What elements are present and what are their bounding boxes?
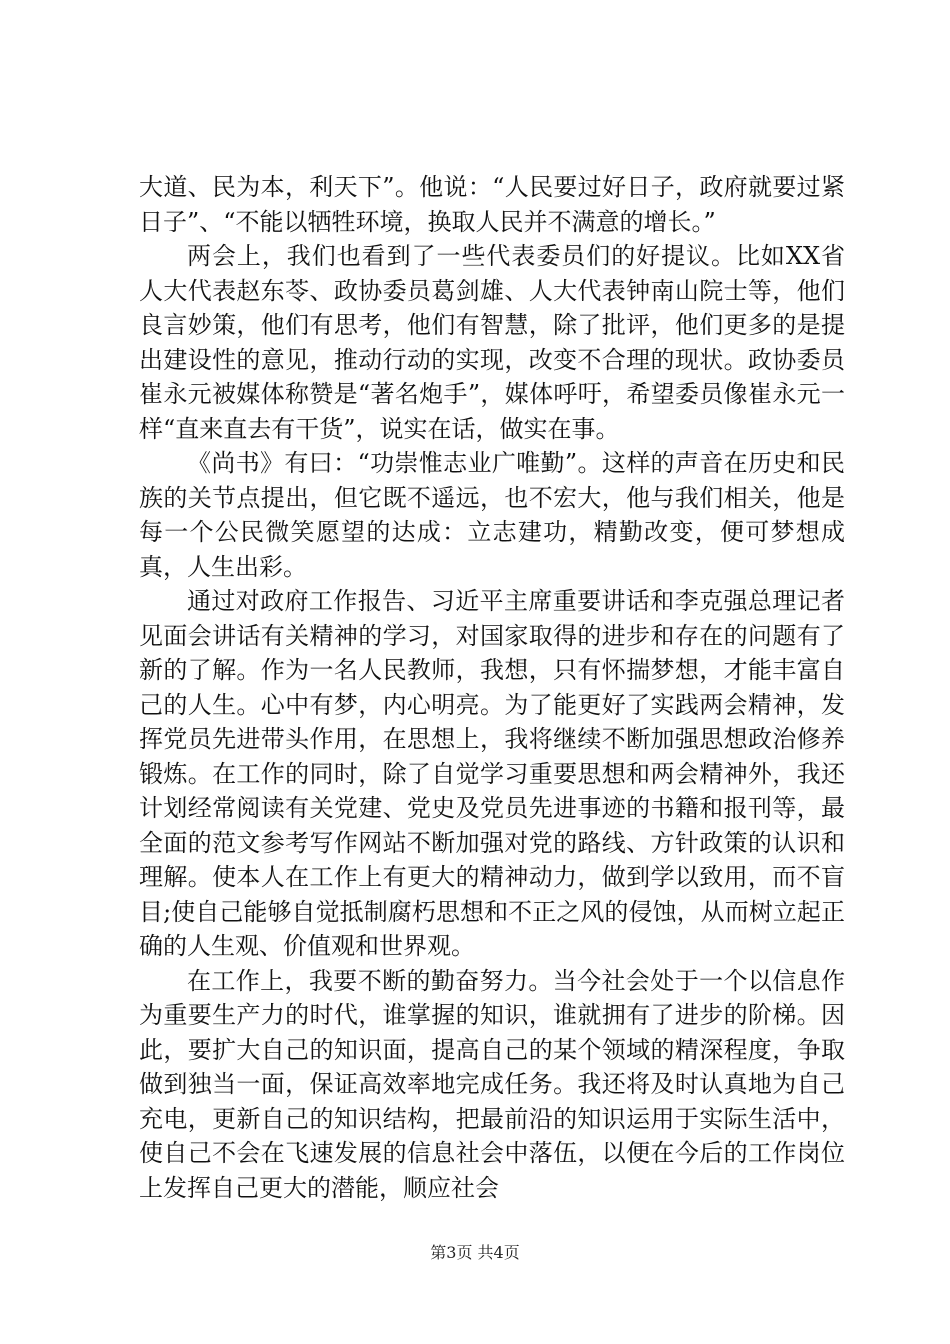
paragraph-study: 通过对政府工作报告、习近平主席重要讲话和李克强总理记者见面会讲话有关精神的学习，对国家取得的进步和存在的问题有了新的了解。作为一名人民教师，我想，只有怀揣梦想，才能丰富自己的人生。心中有梦，内心明亮。为了能更好了实践两会精神，发挥党员先进带头作用，在思想上，我将继续不断加强思想政治修养锻炼。在工作的同时，除了自觉学习重要思想和两会精神外，我还计划经常阅读有关党建、党史及党员先进事迹的书籍和报刊等，最全面的范文参考写作网站不断加强对党的路线、方针政策的认识和理解。使本人在工作上有更大的精神动力，做到学以致用，而不盲目;使自己能够自觉抵制腐朽思想和不正之风的侵蚀，从而树立起正确的人生观、价值观和世界观。 <box>139 587 845 960</box>
document-body <box>139 170 845 1205</box>
page-number-footer: 第3页 共4页 <box>430 1243 520 1262</box>
paragraph-work: 在工作上，我要不断的勤奋努力。当今社会处于一个以信息作为重要生产力的时代，谁掌握的知识，谁就拥有了进步的阶梯。因此，要扩大自己的知识面，提高自己的某个领域的精深程度，争取做到独当一面，保证高效率地完成任务。我还将及时认真地为自己充电，更新自己的知识结构，把最前沿的知识运用于实际生活中，使自己不会在飞速发展的信息社会中落伍，以便在今后的工作岗位上发挥自己更大的潜能，顺应社会 <box>139 966 845 1202</box>
paragraph-shangshu: 《尚书》有曰：“功崇惟志业广唯勤”。这样的声音在历史和民族的关节点提出，但它既不遥远，也不宏大，他与我们相关，他是每一个公民微笑愿望的达成：立志建功，精勤改变，便可梦想成真，人生出彩。 <box>139 449 845 581</box>
paragraph-continued: 大道、民为本，利天下”。他说：“人民要过好日子，政府就要过紧日子”、“不能以牺牲环境，换取人民并不满意的增长。” <box>139 173 845 236</box>
paragraph-proposals: 两会上，我们也看到了一些代表委员们的好提议。比如XX省人大代表赵东苓、政协委员葛剑雄、人大代表钟南山院士等，他们良言妙策，他们有思考，他们有智慧，除了批评，他们更多的是提出建设性的意见，推动行动的实现，改变不合理的现状。政协委员崔永元被媒体称赞是“著名炮手”，媒体呼吁，希望委员像崔永元一样“直来直去有干货”，说实在话，做实在事。 <box>139 242 845 443</box>
